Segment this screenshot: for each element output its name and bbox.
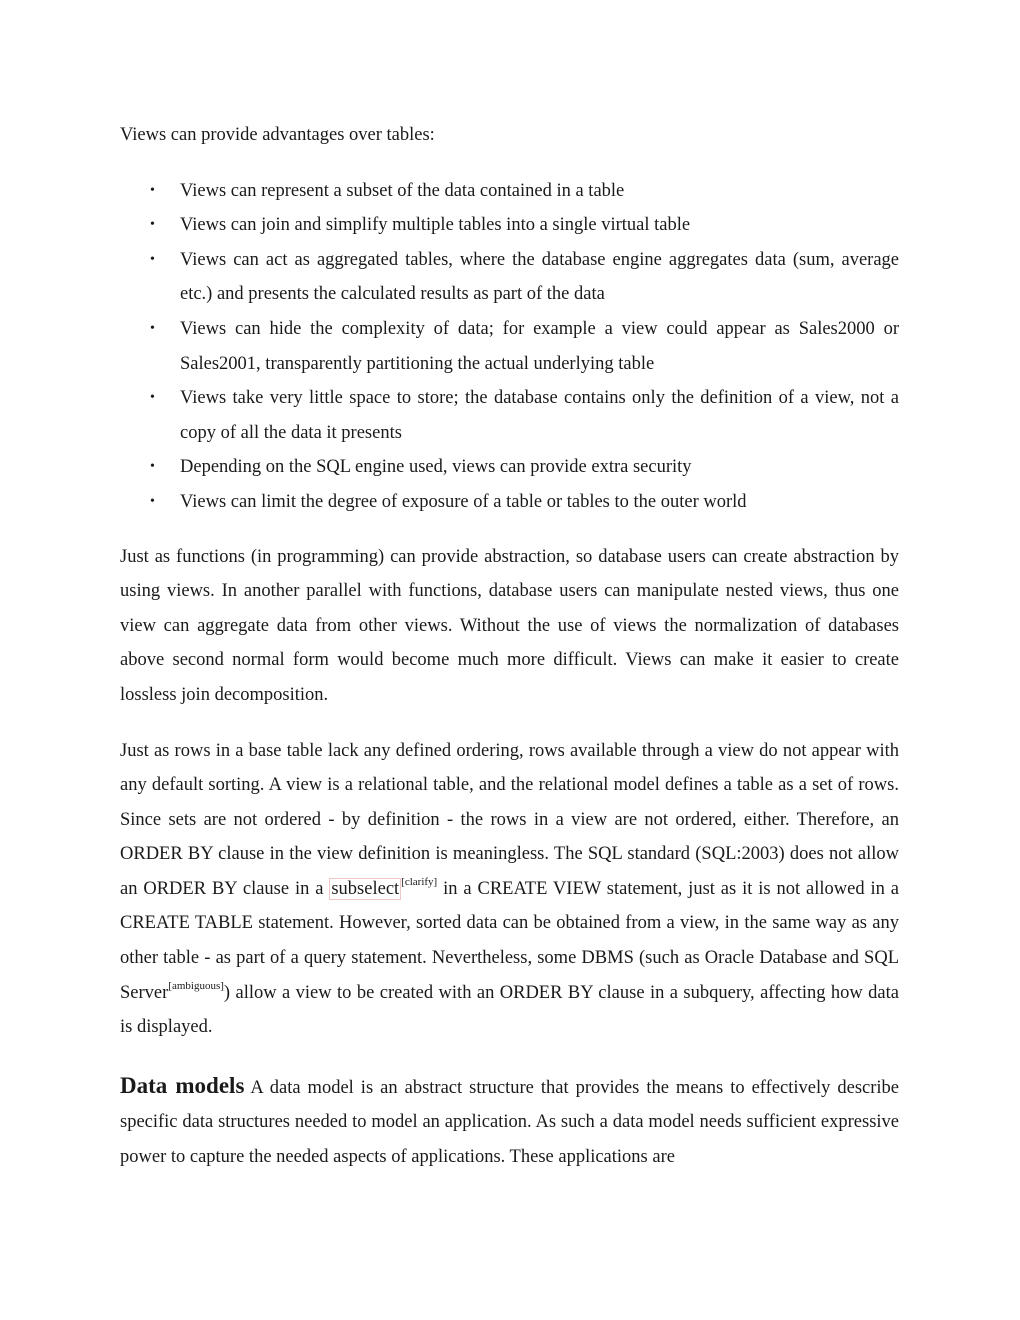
list-item bbox=[120, 312, 899, 381]
list-item-text: Views can join and simplify multiple tables into a single virtual table bbox=[180, 215, 691, 236]
page-content bbox=[120, 118, 899, 1175]
bullet-icon: • bbox=[150, 493, 155, 509]
list-item bbox=[120, 485, 899, 520]
abstraction-paragraph: Just as functions (in programming) can provide abstraction, so database users can create abstraction by using views. In another parallel with functions, database users can manipulate nested views, thus one view can aggregate data from other views. Without the use of views the normalization of databases above second normal form would become much more difficult. Views can make it easier to create lossless join decomposition. bbox=[120, 546, 899, 705]
list-item bbox=[120, 243, 899, 312]
bullet-icon: • bbox=[150, 320, 155, 336]
list-item bbox=[120, 450, 899, 485]
intro-text: Views can provide advantages over tables: bbox=[120, 125, 435, 145]
list-item-text: Views can hide the complexity of data; for example a view could appear as Sales2000 or Sales2001, transparently partitioning the actual underlying table bbox=[180, 318, 899, 374]
list-item-text: Views take very little space to store; the database contains only the definition of a view, not a copy of all the data it presents bbox=[180, 388, 899, 443]
data-models-text: A data model is an abstract structure that provides the means to effectively describe specific data structures needed to model an application. As such a data model needs sufficient expressive power to capture the needed aspects of applications. These applications are bbox=[120, 1077, 899, 1168]
list-item-text: Views can act as aggregated tables, where the database engine aggregates data (sum, average etc.) and presents the calculated results as part of the data bbox=[180, 249, 899, 305]
data-models-paragraph bbox=[120, 1069, 899, 1175]
list-item bbox=[120, 381, 899, 450]
ordering-paragraph bbox=[120, 734, 899, 1045]
list-item-text: Views can represent a subset of the data contained in a table bbox=[180, 180, 625, 201]
list-item bbox=[120, 174, 899, 209]
clarify-note[interactable]: [clarify] bbox=[401, 875, 438, 888]
bullet-icon: • bbox=[150, 217, 155, 233]
bullet-icon: • bbox=[150, 251, 155, 267]
list-item-text: Views can limit the degree of exposure of a table or tables to the outer world bbox=[180, 491, 747, 512]
list-item-text: Depending on the SQL engine used, views can provide extra security bbox=[180, 457, 692, 478]
ordering-text-part1: Just as rows in a base table lack any defined ordering, rows available through a view do not appear with any default sorting. A view is a relational table, and the relational model defines a table as a set of rows. Since sets are not ordered - by definition - the rows in a view are not ordered, either. Therefore, an ORDER BY clause in the view definition is meaningless. The SQL standard (SQL:2003) does not allow an ORDER BY clause in a bbox=[120, 740, 899, 899]
ordering-text-part3: ) allow a view to be created with an ORDER BY clause in a subquery, affecting how data is displayed. bbox=[120, 982, 899, 1038]
bullet-icon: • bbox=[150, 459, 155, 475]
ambiguous-note[interactable]: [ambiguous] bbox=[168, 979, 224, 992]
bullet-icon: • bbox=[150, 390, 155, 406]
data-models-heading: Data models bbox=[120, 1072, 245, 1098]
list-item bbox=[120, 208, 899, 243]
advantages-list bbox=[120, 174, 899, 520]
bullet-icon: • bbox=[150, 182, 155, 198]
ordering-text-part2: in a CREATE VIEW statement, just as it is not allowed in a CREATE TABLE statement. However, sorted data can be obtained from a view, in the same way as any other table - as part of a query statement. Nevertheless, some DBMS (such as Oracle Database and SQL Server bbox=[120, 878, 899, 1003]
subselect-link[interactable]: subselect bbox=[331, 878, 400, 899]
